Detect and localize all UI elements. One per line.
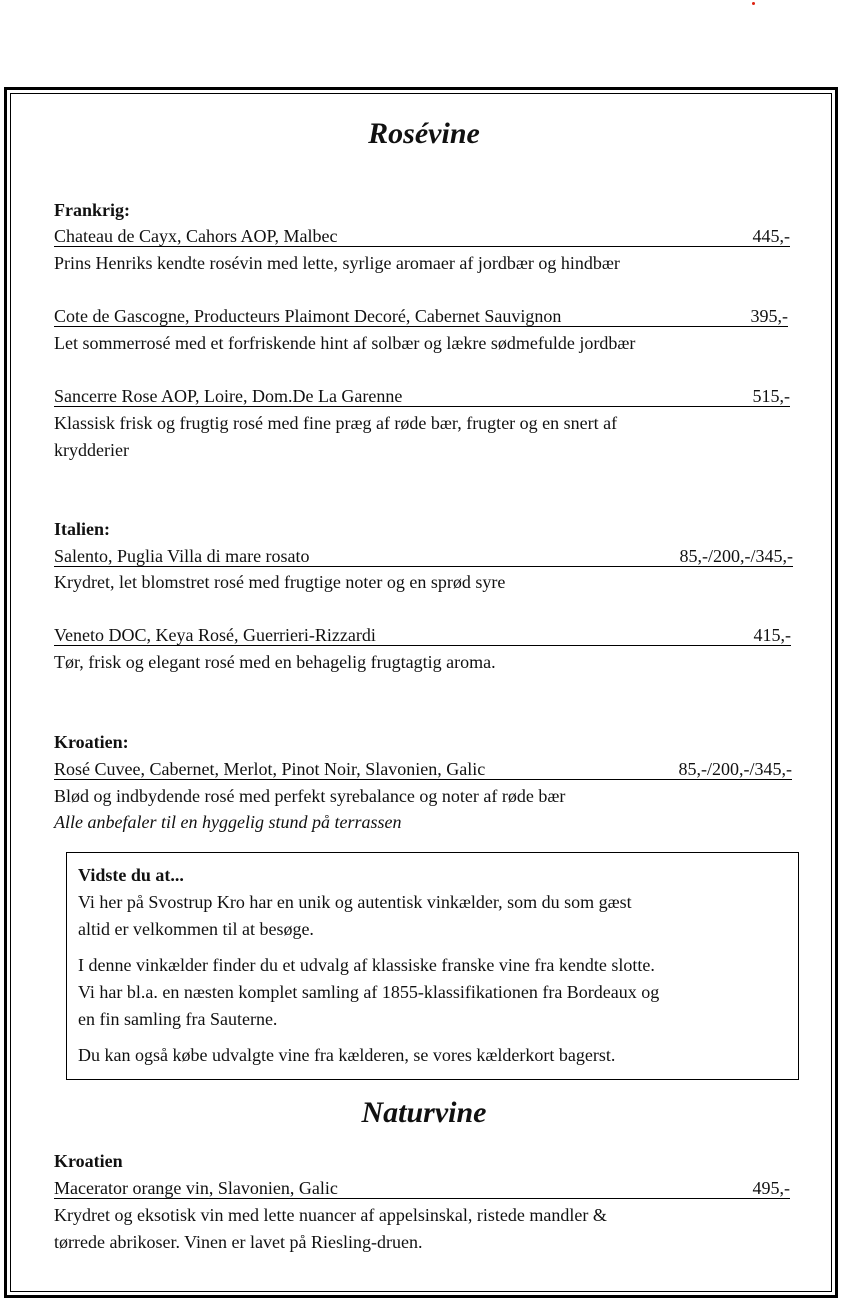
wine-description <box>54 1202 607 1256</box>
wine-line-rose-cuvee <box>54 759 792 780</box>
wine-description-line: Krydret og eksotisk vin med lette nuancer af appelsinskal, ristede mandler & <box>54 1205 607 1225</box>
wine-line-salento <box>54 546 793 567</box>
wine-name: Veneto DOC, Keya Rosé, Guerrieri-Rizzardi <box>54 625 376 645</box>
wine-name: Macerator orange vin, Slavonien, Galic <box>54 1178 338 1198</box>
info-paragraph <box>78 889 787 943</box>
wine-description <box>54 410 617 464</box>
rosevine-title: Rosévine <box>368 117 480 150</box>
wine-description: Tør, frisk og elegant rosé med en behagelig frugtagtig aroma. <box>54 652 496 672</box>
wine-line-veneto <box>54 625 791 646</box>
wine-price: 445,- <box>752 226 790 246</box>
heading-frankrig: Frankrig: <box>54 200 130 220</box>
wine-price: 85,-/200,-/345,- <box>679 546 793 566</box>
wine-name: Rosé Cuvee, Cabernet, Merlot, Pinot Noir, Slavonien, Galic <box>54 759 486 779</box>
wine-recommendation-note: Alle anbefaler til en hyggelig stund på terrassen <box>54 812 402 832</box>
heading-kroatien-natur: Kroatien <box>54 1151 123 1171</box>
wine-name: Salento, Puglia Villa di mare rosato <box>54 546 310 566</box>
wine-description-line: krydderier <box>54 440 129 460</box>
wine-description: Krydret, let blomstret rosé med frugtige noter og en sprød syre <box>54 572 506 592</box>
info-paragraph <box>78 952 787 1033</box>
wine-name: Cote de Gascogne, Producteurs Plaimont Decoré, Cabernet Sauvignon <box>54 306 562 326</box>
wine-line-cayx <box>54 226 790 247</box>
heading-kroatien: Kroatien: <box>54 732 129 752</box>
wine-description-line: Klassisk frisk og frugtig rosé med fine præg af røde bær, frugter og en snert af <box>54 413 618 433</box>
wine-price: 515,- <box>752 386 790 406</box>
info-line: Vi har bl.a. en næsten komplet samling af 1855-klassifikationen fra Bordeaux og <box>78 982 660 1002</box>
wine-price: 395,- <box>750 306 788 326</box>
info-line: Vi her på Svostrup Kro har en unik og autentisk vinkælder, som du som gæst <box>78 892 632 912</box>
red-dot-mark <box>752 2 755 5</box>
wine-description: Let sommerrosé med et forfriskende hint af solbær og lækre sødmefulde jordbær <box>54 333 636 353</box>
heading-italien: Italien: <box>54 519 110 539</box>
wine-name: Sancerre Rose AOP, Loire, Dom.De La Garenne <box>54 386 403 406</box>
wine-price: 85,-/200,-/345,- <box>678 759 792 779</box>
naturvine-title: Naturvine <box>361 1096 487 1129</box>
info-line: en fin samling fra Sauterne. <box>78 1009 278 1029</box>
did-you-know-box <box>66 852 799 1080</box>
wine-description-line: tørrede abrikoser. Vinen er lavet på Riesling-druen. <box>54 1232 423 1252</box>
info-paragraph: Du kan også købe udvalgte vine fra kælderen, se vores kælderkort bagerst. <box>78 1045 616 1065</box>
wine-line-sancerre <box>54 386 790 407</box>
wine-name: Chateau de Cayx, Cahors AOP, Malbec <box>54 226 338 246</box>
wine-description: Blød og indbydende rosé med perfekt syrebalance og noter af røde bær <box>54 786 566 806</box>
wine-price: 495,- <box>752 1178 790 1198</box>
wine-description: Prins Henriks kendte rosévin med lette, syrlige aromaer af jordbær og hindbær <box>54 253 620 273</box>
wine-line-macerator <box>54 1178 790 1199</box>
wine-price: 415,- <box>753 625 791 645</box>
wine-line-gascogne <box>54 306 788 327</box>
did-you-know-title: Vidste du at... <box>78 865 184 885</box>
info-line: altid er velkommen til at besøge. <box>78 919 314 939</box>
info-line: I denne vinkælder finder du et udvalg af klassiske franske vine fra kendte slotte. <box>78 955 655 975</box>
